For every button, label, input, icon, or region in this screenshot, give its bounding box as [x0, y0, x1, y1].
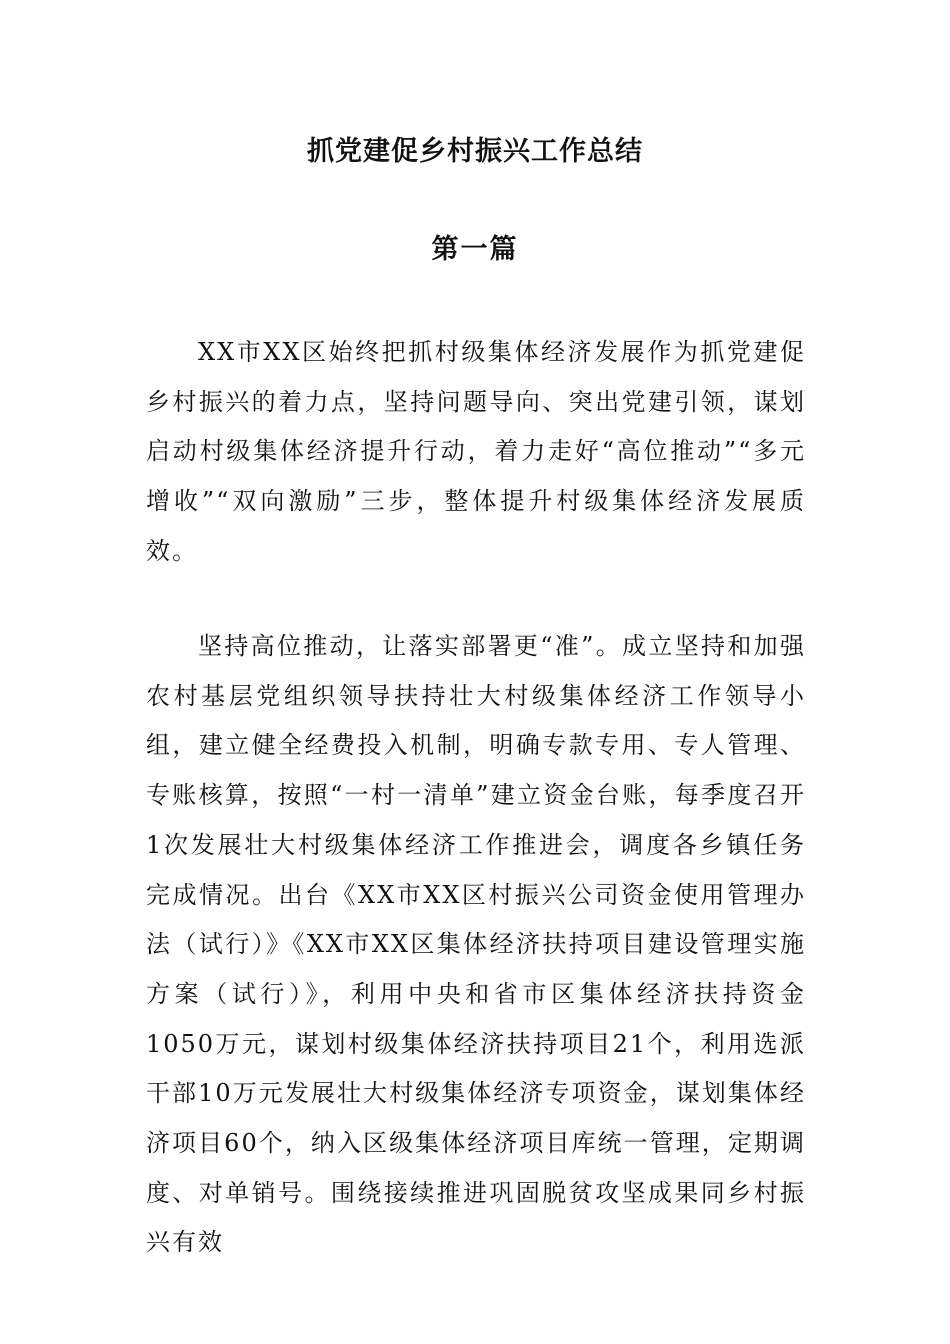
document-title: 抓党建促乡村振兴工作总结 [307, 136, 643, 167]
document-subtitle: 第一篇 [431, 234, 519, 265]
paragraph-intro: XX市XX区始终把抓村级集体经济发展作为抓党建促乡村振兴的着力点，坚持问题导向、突出党建引领，谋划启动村级集体经济提升行动，着力走好“高位推动”“多元增收”“双向激励”三步，整体提升村级集体经济发展质效。 [146, 338, 806, 565]
paragraph-high-level-promotion: 坚持高位推动，让落实部署更“准”。成立坚持和加强农村基层党组织领导扶持壮大村级集体经济工作领导小组，建立健全经费投入机制，明确专款专用、专人管理、专账核算，按照“一村一清单”建立资金台账，每季度召开1次发展壮大村级集体经济工作推进会，调度各乡镇任务完成情况。出台《XX市XX区村振兴公司资金使用管理办法（试行）》《XX市XX区集体经济扶持项目建设管理实施方案（试行）》，利用中央和省市区集体经济扶持资金1050万元，谋划村级集体经济扶持项目21个，利用选派干部10万元发展壮大村级集体经济专项资金，谋划集体经济项目60个，纳入区级集体经济项目库统一管理，定期调度、对单销号。围绕接续推进巩固脱贫攻坚成果同乡村振兴有效 [146, 632, 806, 1257]
